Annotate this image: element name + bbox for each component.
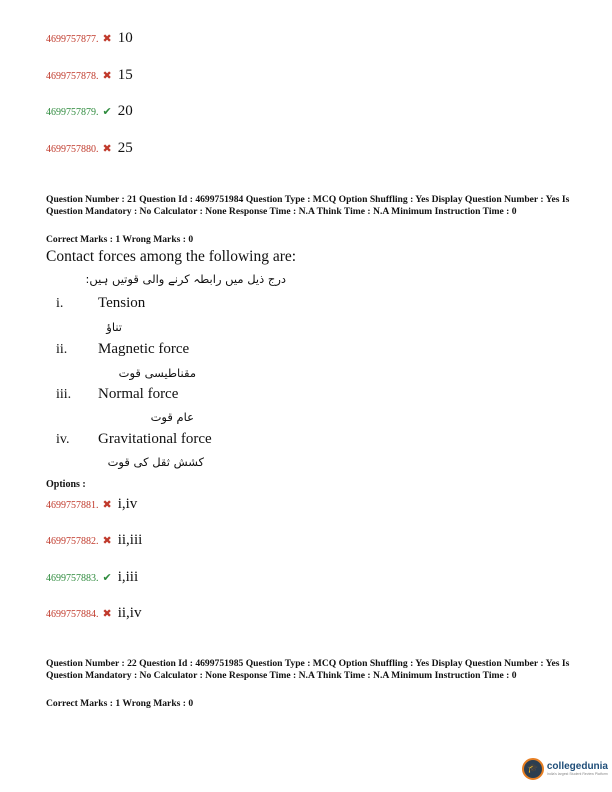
option-text: 15	[117, 67, 133, 83]
option-text: 25	[117, 140, 133, 156]
logo-name: collegedunia	[546, 761, 608, 772]
question-meta: Question Number : 22 Question Id : 4699751985 Question Type : MCQ Option Shuffling : Yes Display Question Number : Yes Is Question Mandatory : No Calculator : None Response Time : N.A Think Time : N.A Minimum Instruction Time : 0	[46, 658, 570, 681]
logo-tagline: India's largest Student Review Platform	[546, 772, 608, 776]
option-id: 4699757878.	[46, 71, 99, 82]
option-row	[46, 30, 133, 47]
item-text: Normal force	[98, 386, 179, 402]
item-text: Tension	[98, 295, 146, 311]
option-id: 4699757882.	[46, 536, 99, 547]
question-text: Contact forces among the following are:	[46, 248, 297, 265]
option-id: 4699757883.	[46, 573, 99, 584]
cross-icon: ✖	[102, 69, 112, 82]
item-number: ii.	[56, 342, 68, 357]
question-urdu: درج ذیل میں رابطہ کرنے والی قوتیں ہیں:	[85, 272, 286, 286]
cross-icon: ✖	[102, 607, 112, 620]
option-text: 10	[117, 30, 133, 46]
option-id: 4699757877.	[46, 34, 99, 45]
cross-icon: ✖	[102, 32, 112, 45]
item-number: i.	[56, 296, 64, 311]
collegedunia-logo	[522, 758, 608, 780]
option-id: 4699757879.	[46, 107, 99, 118]
item-urdu: کشش ثقل کی قوت	[107, 455, 204, 469]
question-marks: Correct Marks : 1 Wrong Marks : 0	[46, 234, 194, 245]
option-row	[46, 569, 138, 586]
option-row	[46, 67, 133, 84]
cross-icon: ✖	[102, 498, 112, 511]
option-row	[46, 140, 133, 157]
check-icon: ✔	[102, 571, 112, 584]
option-text: ii,iv	[117, 605, 142, 621]
check-icon: ✔	[102, 105, 112, 118]
question-marks: Correct Marks : 1 Wrong Marks : 0	[46, 698, 194, 709]
item-number: iv.	[56, 432, 70, 447]
item-text: Gravitational force	[98, 431, 212, 447]
option-text: ii,iii	[117, 532, 143, 548]
option-text: 20	[117, 103, 133, 119]
cross-icon: ✖	[102, 534, 112, 547]
item-urdu: عام قوت	[150, 410, 194, 424]
item-text: Magnetic force	[98, 341, 190, 357]
option-row	[46, 605, 141, 622]
item-urdu: تناؤ	[106, 320, 122, 334]
option-id: 4699757884.	[46, 609, 99, 620]
item-urdu: مقناطیسی قوت	[118, 366, 196, 380]
options-label: Options :	[46, 479, 86, 490]
option-id: 4699757880.	[46, 144, 99, 155]
graduate-icon: 🎓	[522, 758, 544, 780]
option-text: i,iv	[117, 496, 138, 512]
option-row	[46, 532, 142, 549]
option-row	[46, 103, 133, 120]
option-row	[46, 496, 137, 513]
question-meta: Question Number : 21 Question Id : 4699751984 Question Type : MCQ Option Shuffling : Yes Display Question Number : Yes Is Question Mandatory : No Calculator : None Response Time : N.A Think Time : N.A Minimum Instruction Time : 0	[46, 194, 570, 217]
cross-icon: ✖	[102, 142, 112, 155]
option-id: 4699757881.	[46, 500, 99, 511]
option-text: i,iii	[117, 569, 139, 585]
item-number: iii.	[56, 387, 72, 402]
